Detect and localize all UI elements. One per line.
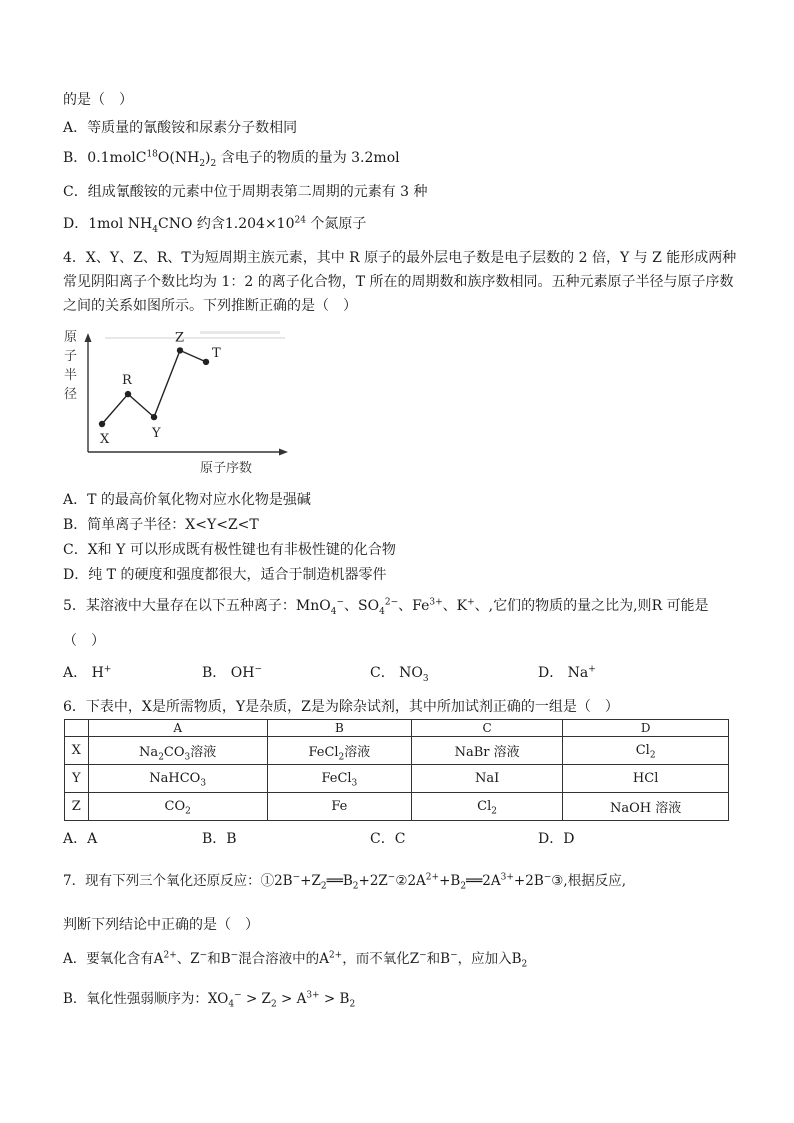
point-label-x: X [100, 432, 110, 447]
y-axis-label-char: 半 [64, 368, 78, 383]
q7-option-a: A．要氧化含有$A^{2+}$、Z−和B−混合溶液中的$A^{2+}$，而不氧化Z−和B−，应加入$B_2$ [63, 950, 528, 970]
q6-option-b: B．B [202, 831, 237, 847]
y-axis-label-char: 子 [64, 349, 78, 364]
q7-stem: 7．现有下列三个氧化还原反应：$①2B^-+Z_2══B_2+2Z^-②2A^{2+}+B_2══2A^{3+}+2B^-③$,根据反应, [63, 872, 626, 892]
header-cell: B [267, 720, 411, 737]
table-cell: NaHCO$_3$ [88, 765, 267, 793]
point-y [151, 414, 157, 420]
q3-option-a: A．等质量的氰酸铵和尿素分子数相同 [63, 120, 298, 136]
q5-option-c: C． $NO_3$ [370, 665, 429, 684]
row-label: X [65, 737, 89, 765]
q6-table [64, 719, 729, 821]
q7-stem-line2: 判断下列结论中正确的是（ ） [63, 917, 259, 933]
row-label: Y [65, 765, 89, 793]
table-cell: FeCl$_2$溶液 [267, 737, 411, 765]
q4-stem-line3: 之间的关系如图所示。下列推断正确的是（ ） [63, 298, 357, 314]
table-cell: $Cl_2$ [563, 737, 729, 765]
q6-option-d: D．D [538, 831, 575, 847]
table-cell: HCl [563, 765, 729, 793]
q5-option-b: B． OH− [202, 664, 262, 681]
q5-option-a: A． H+ [63, 664, 112, 681]
q4-stem-line2: 常见阴阳离子个数比均为 1：2 的离子化合物，T 所在的周期数和族序数相同。五种元素原子半径与原子序数 [63, 274, 734, 290]
y-axis-label-char: 径 [64, 387, 78, 402]
table-cell: $CO_2$ [88, 793, 267, 821]
point-r [125, 391, 131, 397]
header-cell [65, 720, 89, 737]
table-row [65, 793, 729, 821]
point-label-t: T [212, 345, 221, 361]
radius-curve [102, 350, 206, 424]
table-cell: FeCl$_3$ [267, 765, 411, 793]
q3-option-d: D．1mol $NH_4CNO$ 约含$1.204\times 10^{24}$ 个氮原子 [63, 215, 367, 235]
header-cell: C [411, 720, 562, 737]
q6-option-a: A．A [63, 831, 98, 847]
q4-option-c: C．X和 Y 可以形成既有极性键也有非极性键的化合物 [63, 542, 396, 558]
table-cell: NaOH 溶液 [563, 793, 729, 821]
table-cell: $Na_2CO_3$溶液 [88, 737, 267, 765]
q3-option-b: B．$0.1molC^{18}O(NH_2)_2$ 含电子的物质的量为 3.2mol [63, 149, 400, 169]
table-cell: Fe [267, 793, 411, 821]
table-cell: NaBr 溶液 [411, 737, 562, 765]
q4-option-a: A．T 的最高价氧化物对应水化物是强碱 [63, 492, 311, 508]
q6-option-c: C．C [370, 831, 406, 847]
point-x [99, 421, 105, 427]
header-cell: A [88, 720, 267, 737]
q4-option-d: D．纯 T 的硬度和强度都很大，适合于制造机器零件 [63, 567, 387, 583]
formula-urea: $C^{18}O(NH_2)_2$ [135, 149, 217, 169]
point-label-y: Y [152, 426, 161, 442]
q3-stem-tail: 的是（ ） [63, 92, 133, 108]
table-row [65, 737, 729, 765]
q4-stem-line1: 4．X、Y、Z、R、T为短周期主族元素，其中 R 原子的最外层电子数是电子层数的 2 倍，Y 与 Z 能形成两种 [63, 250, 737, 266]
row-label: Z [65, 793, 89, 821]
table-cell: NaI [411, 765, 562, 793]
point-z [177, 347, 183, 353]
table-row [65, 765, 729, 793]
radius-vs-atomic-number-figure [60, 323, 290, 483]
q7-option-b: B．氧化性强弱顺序为：$XO_4^- > Z_2 > A^{3+} > B_2$ [63, 990, 356, 1010]
q3-option-c: C．组成氰酸铵的元素中位于周期表第二周期的元素有 3 种 [63, 184, 428, 200]
q5-paren: （ ） [63, 633, 105, 649]
y-axis-label-char: 原 [64, 330, 78, 345]
table-cell: $Cl_2$ [411, 793, 562, 821]
header-cell: D [563, 720, 729, 737]
q5-option-d: D． Na+ [538, 664, 596, 681]
point-label-r: R [122, 373, 132, 389]
point-t [203, 359, 209, 365]
point-label-z: Z [175, 330, 185, 346]
q4-option-b: B．简单离子半径：X<Y<Z<T [63, 517, 259, 533]
x-axis-label: 原子序数 [200, 461, 253, 476]
q6-stem: 6．下表中，X是所需物质，Y是杂质，Z是为除杂试剂，其中所加试剂正确的一组是（ ） [63, 699, 619, 715]
q5-stem: 5．某溶液中大量存在以下五种离子：MnO$_4$−、$SO_4^{2-}$、$Fe^{3+}$、K+、,它们的物质的量之比为,则R 可能是 [63, 597, 709, 617]
